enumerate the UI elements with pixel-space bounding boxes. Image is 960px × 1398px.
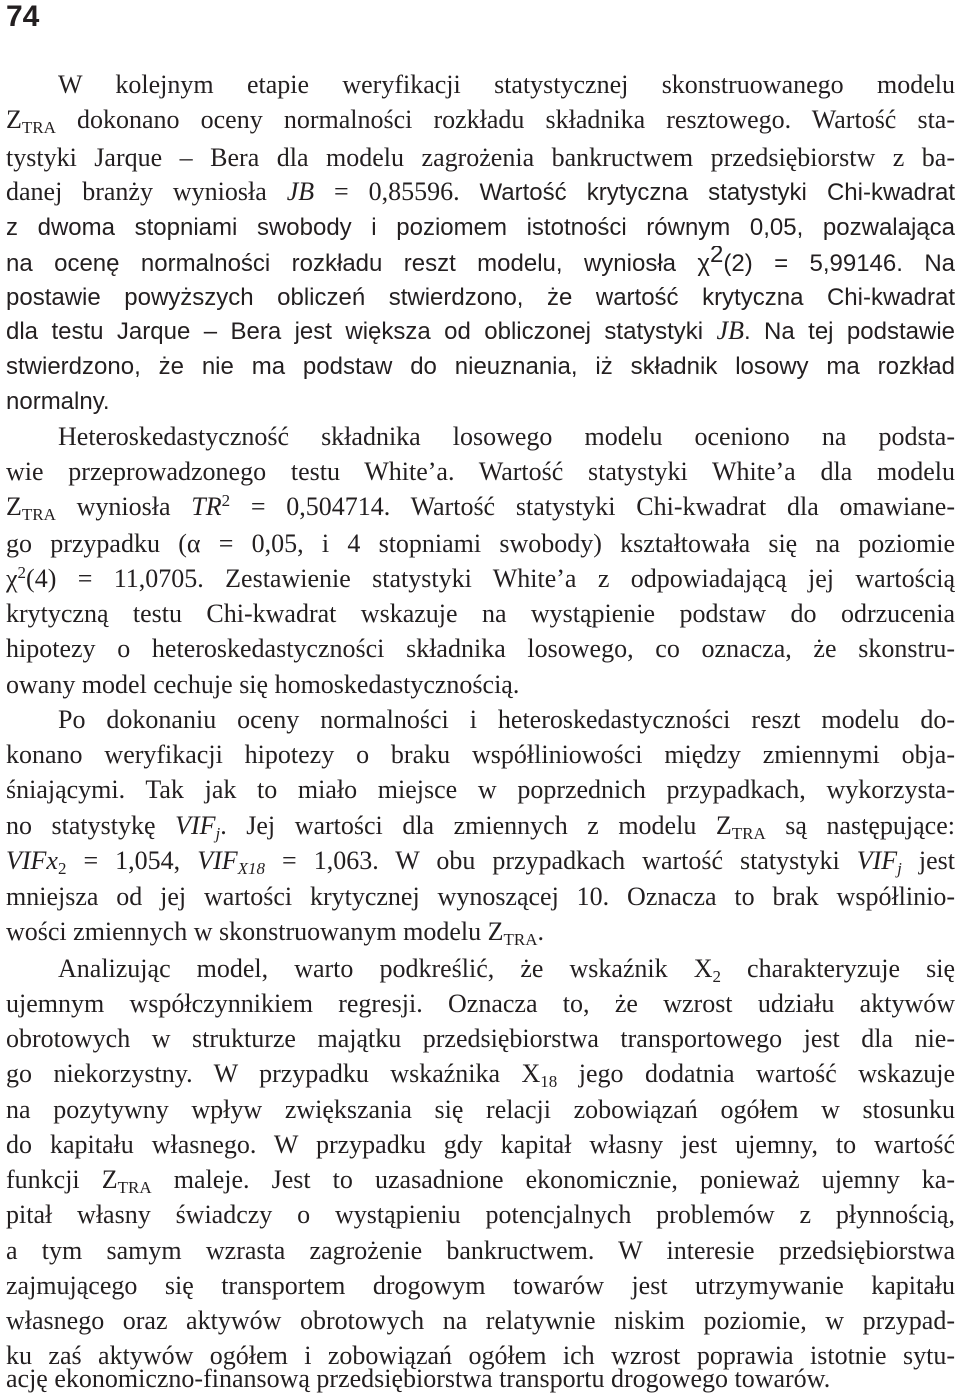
text-line: normalny.: [6, 388, 110, 415]
text-line: konano weryfikacji hipotezy o braku współliniowości między zmiennymi obja-: [6, 740, 955, 769]
text-line: krytyczną testu Chi-kwadrat wskazuje na wystąpienie podstaw do odrzucenia: [6, 599, 955, 628]
text-line: postawie powyższych obliczeń stwierdzono, że wartość krytyczna Chi-kwadrat: [6, 284, 955, 311]
text-line: na pozytywny wpływ zwiększania się relacji zobowiązań ogółem w stosunku: [6, 1095, 955, 1124]
text-line: VIFx$_2$ = 1,054, $VIF_{X18} = 1,063$. W obu przypadkach wartość statystyki $VIF_j$ jest: [6, 846, 955, 878]
text-line: obrotowych w strukturze majątku przedsiębiorstwa transportowego jest dla nie-: [6, 1024, 955, 1053]
text-line: do kapitału własnego. W przypadku gdy kapitał własny jest ujemny, to wartość: [6, 1130, 955, 1159]
text-line: z dwoma stopniami swobody i poziomem istotności równym 0,05, pozwalająca: [6, 214, 955, 241]
text-line: zajmującego się transportem drogowym towarów jest utrzymywanie kapitału: [6, 1271, 955, 1300]
text-line: własnego oraz aktywów obrotowych na relatywnie niskim poziomie, w przypad-: [6, 1306, 955, 1335]
text-line: ku zaś aktywów ogółem i zobowiązań ogółem ich wzrost poprawia istotnie sytu-: [6, 1341, 955, 1370]
text-line: $\chi^2(4) = 11,0705$. Zestawienie statystyki White’a z odpowiadającą jej wartością: [6, 563, 955, 593]
text-line: ację ekonomiczno-finansową przedsiębiorstwa transportu drogowego towarów.: [6, 1364, 831, 1393]
text-line: a tym samym wzrasta zagrożenie bankructwem. W interesie przedsiębiorstwa: [6, 1236, 955, 1265]
text-line: $Z_{TRA}$ dokonano oceny normalności rozkładu składnika resztowego. Wartość sta-: [6, 105, 955, 137]
text-line: Po dokonaniu oceny normalności i heteroskedastyczności reszt modelu do-: [58, 705, 955, 734]
text-line: mniejsza od jej wartości krytycznej wynoszącej 10. Oznacza to brak współlinio-: [6, 882, 955, 911]
text-line: go niekorzystny. W przypadku wskaźnika $X_{18}$ jego dodatnia wartość wskazuje: [6, 1059, 955, 1091]
text-line: wie przeprowadzonego testu White’a. Wartość statystyki White’a dla modelu: [6, 457, 955, 486]
text-line: hipotezy o heteroskedastyczności składnika losowego, co oznacza, że skonstru-: [6, 634, 955, 663]
text-line: $Z_{TRA}$ wyniosła $TR^2 = 0,504714$. Wartość statystyki Chi-kwadrat dla omawiane-: [6, 491, 955, 524]
page-number: 74: [6, 0, 40, 33]
text-line: Analizując model, warto podkreślić, że wskaźnik $X_2$ charakteryzuje się: [58, 954, 955, 986]
text-line: stwierdzono, że nie ma podstaw do nieuznania, iż składnik losowy ma rozkład: [6, 353, 955, 380]
text-line: tystyki Jarque – Bera dla modelu zagrożenia bankructwem przedsiębiorstw z ba-: [6, 143, 955, 172]
text-line: funkcji $Z_{TRA}$ maleje. Jest to uzasadnione ekonomicznie, ponieważ ujemny ka-: [6, 1165, 955, 1197]
text-line: go przypadku (α = 0,05, i 4 stopniami swobody) kształtowała się na poziomie: [6, 529, 955, 558]
text-line: wości zmiennych w skonstruowanym modelu $Z_{TRA}$.: [6, 917, 545, 949]
text-line: na ocenę normalności rozkładu reszt modelu, wyniosła $\chi^2(2) = 5,99146$. Na: [6, 246, 955, 277]
text-line: owany model cechuje się homoskedastycznością.: [6, 670, 520, 699]
text-line: śniającymi. Tak jak to miało miejsce w poprzednich przypadkach, wykorzysta-: [6, 775, 955, 804]
text-line: Heteroskedastyczność składnika losowego modelu oceniono na podsta-: [58, 422, 955, 451]
text-line: danej branży wyniosła JB = 0,85596. Wartość krytyczna statystyki Chi-kwadrat: [6, 177, 955, 206]
text-line: W kolejnym etapie weryfikacji statystycznej skonstruowanego modelu: [58, 70, 955, 99]
text-line: pitał własny świadczy o wystąpieniu potencjalnych problemów z płynnością,: [6, 1200, 955, 1229]
text-line: ujemnym współczynnikiem regresji. Oznacza to, że wzrost udziału aktywów: [6, 989, 955, 1018]
text-line: no statystykę $VIF_j$. Jej wartości dla zmiennych z modelu $Z_{TRA}$ są następujące:: [6, 811, 955, 843]
text-line: dla testu Jarque – Bera jest większa od obliczonej statystyki JB. Na tej podstawie: [6, 316, 955, 345]
